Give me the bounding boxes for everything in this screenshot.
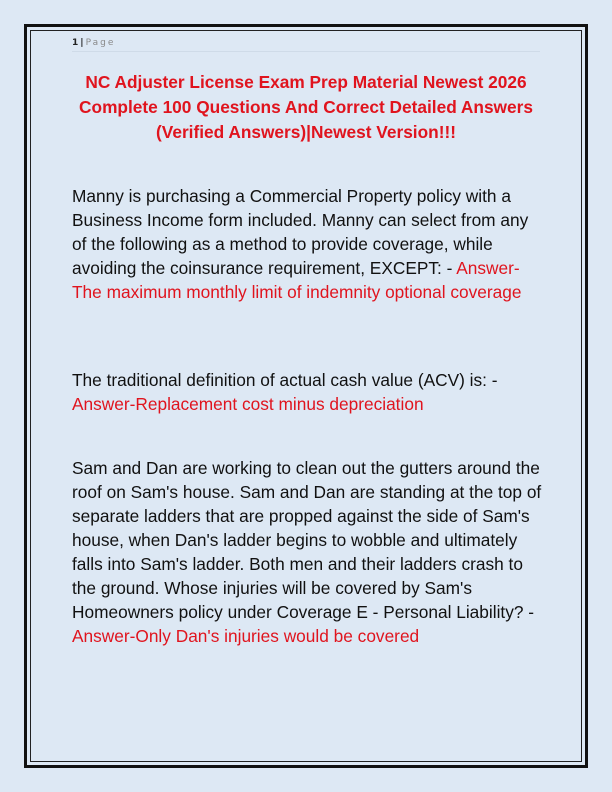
question-text: Sam and Dan are working to clean out the gutters around the roof on Sam's house. Sam and Dan are standing at the top of separate ladders that are propped against the side of Sam's house, when Dan's ladder begins to wobble and ultimately falls into Sam's ladder. Both men and their ladders crash to the ground. Whose injuries will be covered by Sam's Homeowners policy under Coverage E - Personal Liability? -: [72, 458, 542, 622]
page-number: 1: [72, 38, 79, 48]
qa-item-3: [72, 456, 542, 648]
question-text: The traditional definition of actual cash value (ACV) is: -: [72, 370, 498, 390]
answer-text: Answer-Only Dan's injuries would be covered: [72, 626, 420, 646]
answer-text: Answer-The maximum monthly limit of indemnity optional coverage: [72, 258, 522, 302]
qa-item-1: [72, 184, 542, 304]
header-separator: |: [80, 38, 84, 48]
qa-item-2: [72, 368, 542, 416]
document-title: NC Adjuster License Exam Prep Material Newest 2026 Complete 100 Questions And Correct Detailed Answers (Verified Answers)|Newest Version!!!: [79, 72, 533, 142]
answer-text: Answer-Replacement cost minus depreciation: [72, 394, 424, 414]
page-label: Page: [85, 38, 116, 48]
page-header: [72, 36, 540, 52]
question-text: Manny is purchasing a Commercial Property policy with a Business Income form included. Manny can select from any of the following as a method to provide coverage, while avoiding the coinsurance requirement, EXCEPT: -: [72, 186, 529, 278]
